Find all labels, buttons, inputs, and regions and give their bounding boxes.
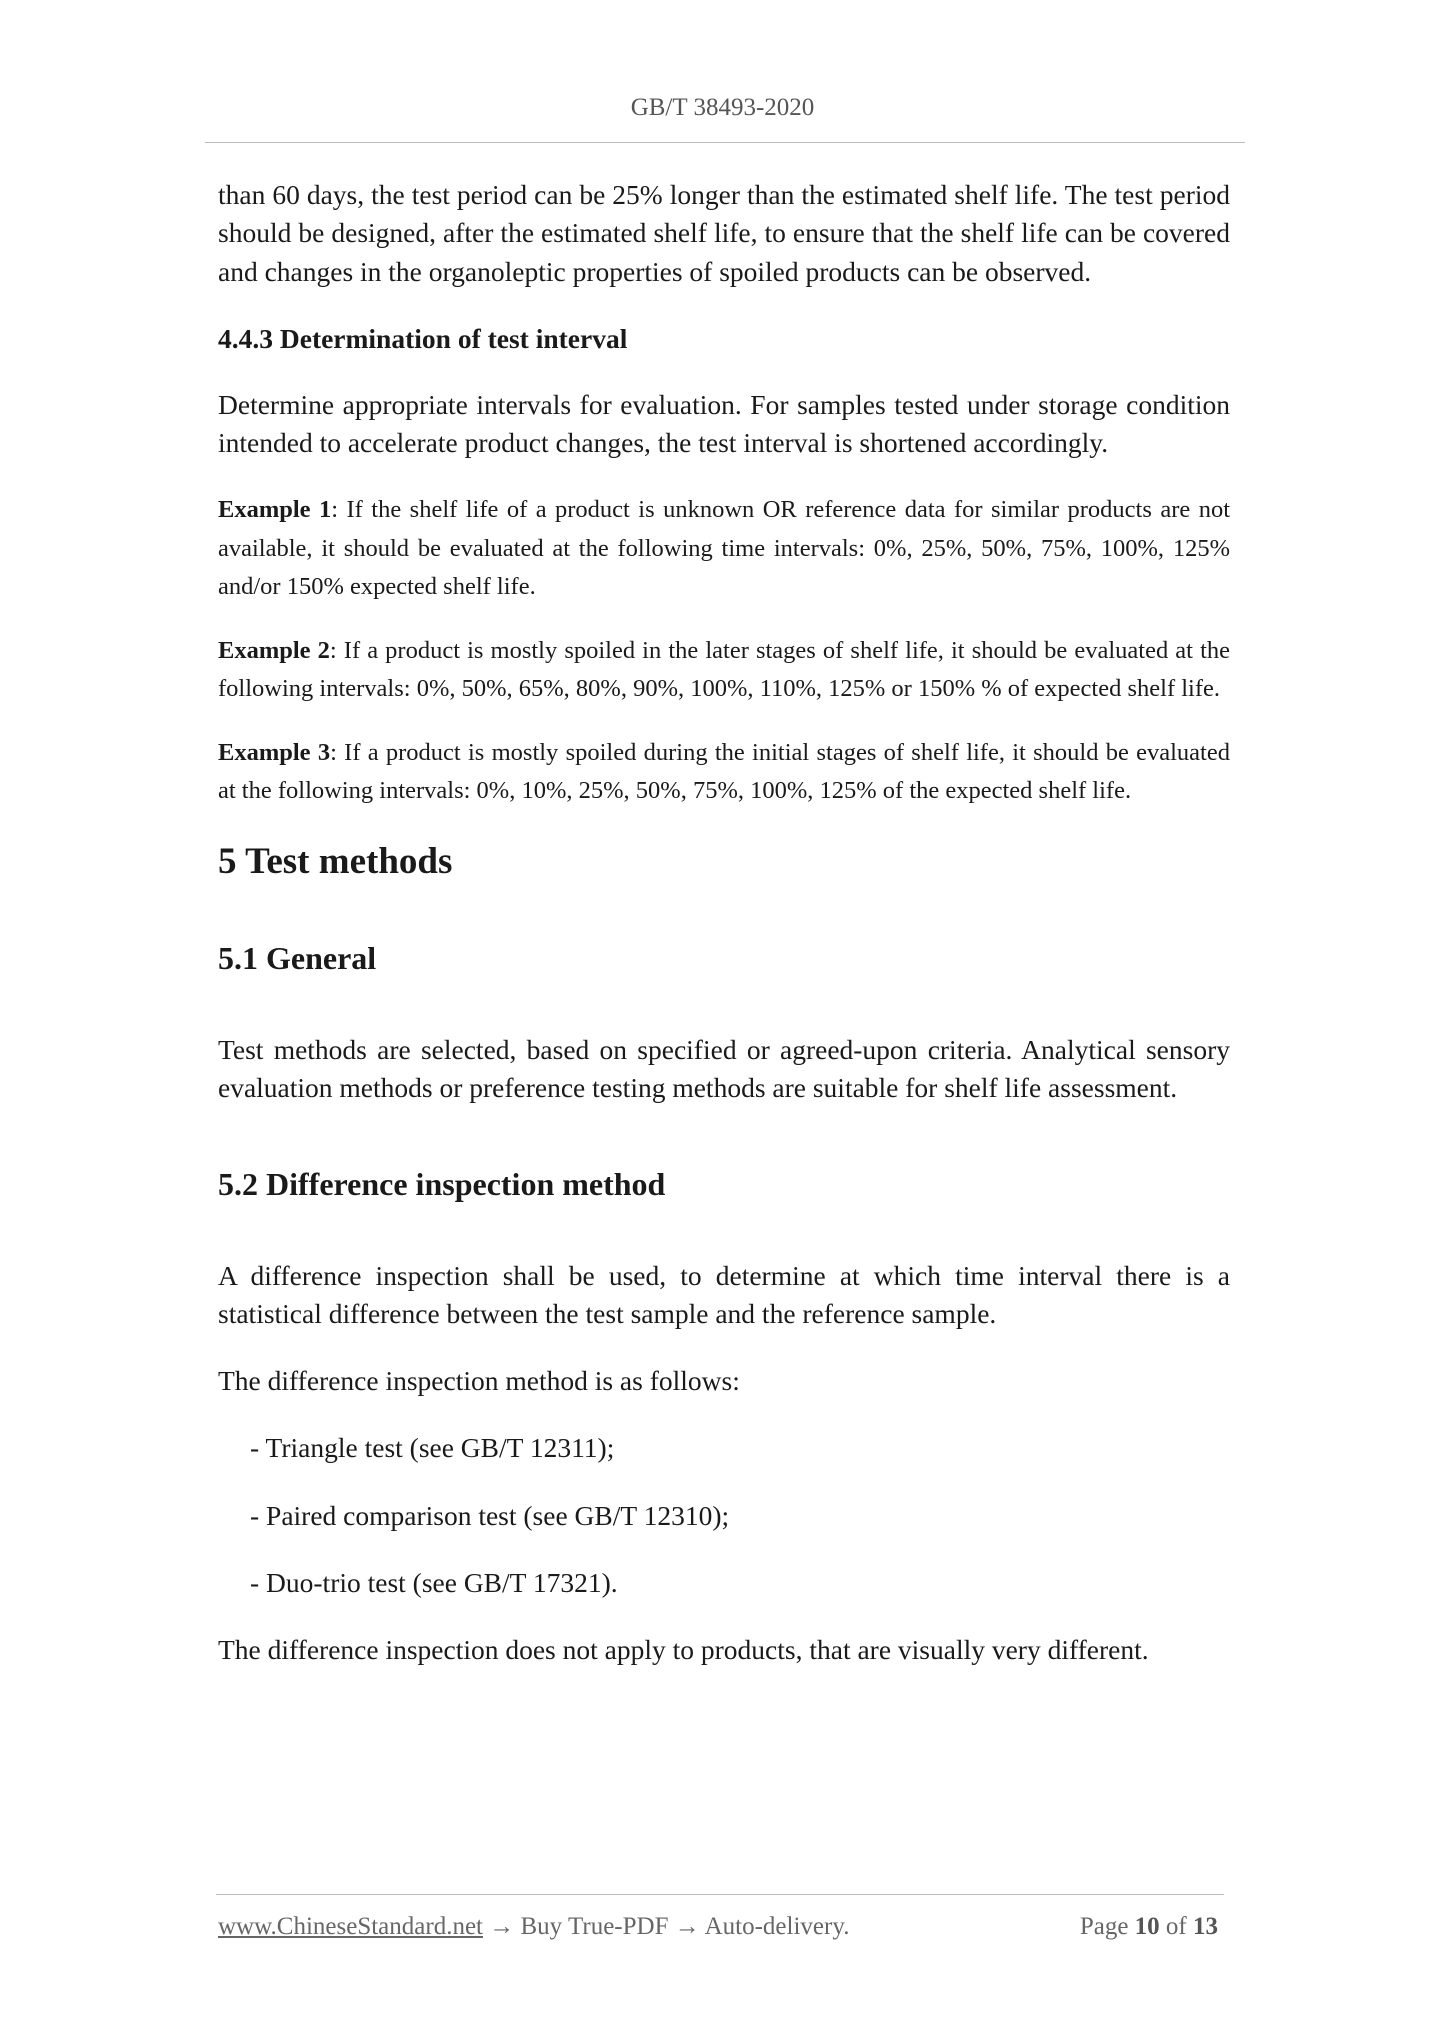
page-number: [1080, 1913, 1218, 1941]
heading-5: 5 Test methods: [218, 840, 453, 882]
site-link[interactable]: www.ChineseStandard.net: [218, 1913, 483, 1940]
header-divider: [205, 142, 1245, 143]
heading-5-2: 5.2 Difference inspection method: [218, 1165, 666, 1202]
example-2: [218, 632, 1230, 709]
current-page: 10: [1134, 1913, 1160, 1940]
example-text: : If a product is mostly spoiled during the initial stages of shelf life, it should be evaluated at the following intervals: 0%, 10%, 25%, 50%, 75%, 100%, 125% of the expected shelf life.: [218, 738, 1230, 805]
total-pages: 13: [1193, 1913, 1218, 1940]
paragraph-methods-intro: The difference inspection method is as follows:: [218, 1365, 740, 1397]
page-word: Page: [1079, 1913, 1129, 1940]
running-header: GB/T 38493-2020: [630, 94, 815, 121]
promo-text: → Buy True-PDF → Auto-delivery.: [483, 1913, 850, 1940]
example-label: Example 1: [218, 496, 332, 524]
paragraph-not-apply: The difference inspection does not apply to products, that are visually very different.: [218, 1634, 1149, 1666]
list-item: - Paired comparison test (see GB/T 12310);: [250, 1499, 730, 1531]
footer-divider: [216, 1894, 1224, 1895]
paragraph-intervals: Determine appropriate intervals for evaluation. For samples tested under storage condition intended to accelerate product changes, the test interval is shortened accordingly.: [218, 388, 1230, 459]
heading-5-1: 5.1 General: [218, 939, 377, 976]
list-item: - Duo-trio test (see GB/T 17321).: [250, 1567, 618, 1599]
example-label: Example 2: [218, 636, 330, 664]
example-3: [218, 734, 1230, 811]
example-text: : If a product is mostly spoiled in the later stages of shelf life, it should be evaluated at the following intervals: 0%, 50%, 65%, 80%, 90%, 100%, 110%, 125% or 150% % of expected shelf life.: [218, 636, 1230, 703]
paragraph-general: Test methods are selected, based on specified or agreed-upon criteria. Analytical sensory evaluation methods or preference testing methods are suitable for shelf life assessment.: [218, 1033, 1230, 1104]
paragraph-difference: A difference inspection shall be used, to determine at which time interval there is a statistical difference between the test sample and the reference sample.: [218, 1259, 1230, 1329]
heading-4-4-3: 4.4.3 Determination of test interval: [218, 322, 628, 354]
page-content: [218, 176, 1230, 1699]
example-label: Example 3: [218, 738, 331, 766]
list-item: - Triangle test (see GB/T 12311);: [250, 1432, 615, 1464]
footer-promo: [218, 1913, 849, 1941]
example-1: [218, 491, 1230, 607]
of-word: of: [1165, 1913, 1187, 1940]
example-text: : If the shelf life of a product is unknown OR reference data for similar products are not available, it should be evaluated at the following time intervals: 0%, 25%, 50%, 75%, 100%, 125% and/or 150% expected shelf life.: [218, 496, 1231, 601]
paragraph-continuation: than 60 days, the test period can be 25% longer than the estimated shelf life. The test period should be designed, after the estimated shelf life, to ensure that the shelf life can be covered and changes in the organoleptic properties of spoiled products can be observed.: [218, 179, 1230, 287]
